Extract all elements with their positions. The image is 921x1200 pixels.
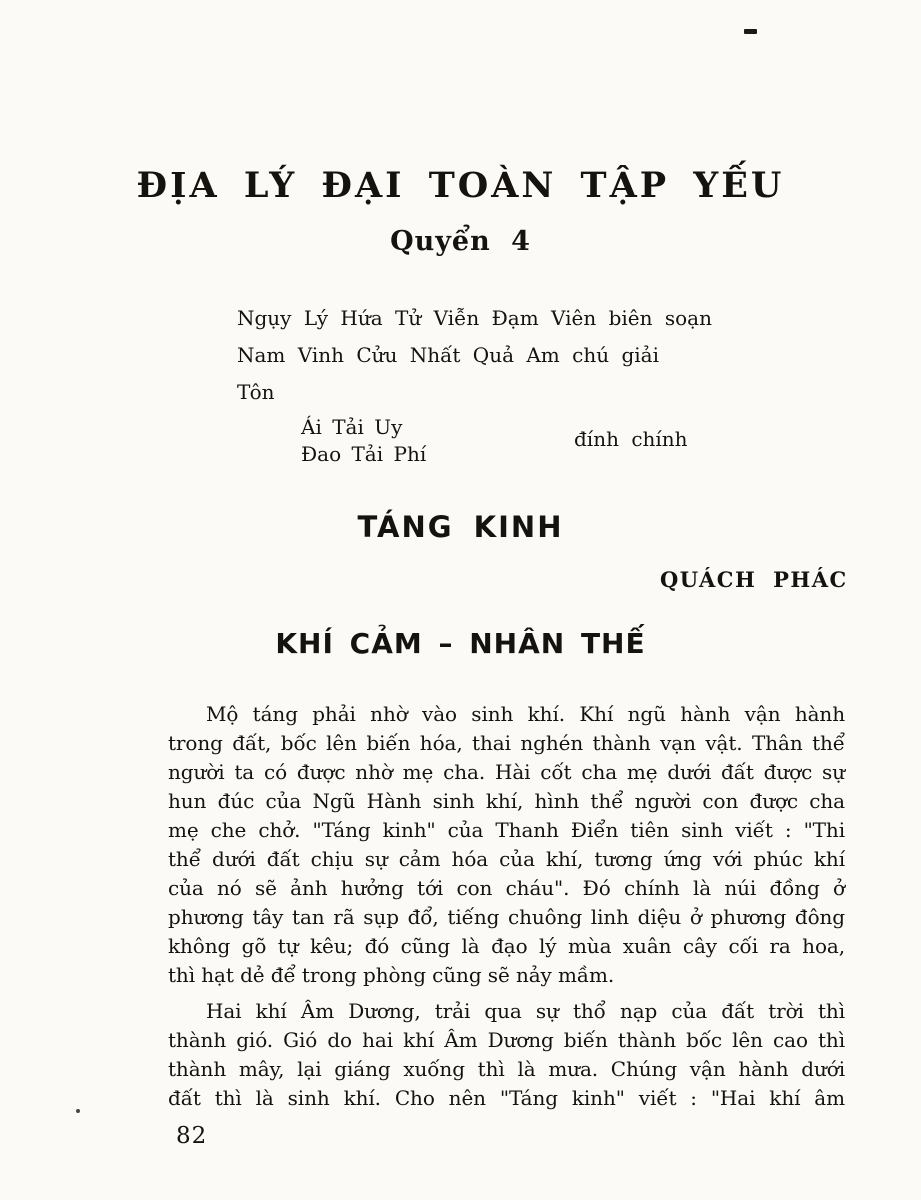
text-line: phương tây tan rã sụp đổ, tiếng chuông linh diệu ở phương đông — [168, 905, 845, 929]
credits-block — [237, 300, 777, 468]
text-line: hun đúc của Ngũ Hành sinh khí, hình thể người con được cha — [168, 789, 845, 813]
page-number: 82 — [176, 1123, 208, 1149]
text-line: Hai khí Âm Dương, trải qua sự thổ nạp của đất trời thì — [206, 999, 845, 1023]
proofreader-names — [301, 414, 777, 468]
text-line: Mộ táng phải nhờ vào sinh khí. Khí ngũ hành vận hành — [206, 702, 845, 726]
proofreader-name: Đao Tải Phí — [301, 442, 427, 466]
body-paragraph-1 — [168, 700, 845, 990]
credits-annotator-line: Nam Vinh Cửu Nhất Quả Am chú giải — [237, 343, 659, 367]
text-line: thành mây, lại giáng xuống thì là mưa. Chúng vận hành dưới — [168, 1057, 845, 1081]
text-line: người ta có được nhờ mẹ cha. Hài cốt cha mẹ dưới đất được sự — [168, 760, 845, 784]
proofreader-role: đính chính — [574, 427, 688, 451]
chapter-title: TÁNG KINH — [357, 510, 564, 544]
book-title: ĐỊA LÝ ĐẠI TOÀN TẬP YẾU — [136, 165, 785, 206]
text-line: không gõ tự kêu; đó cũng là đạo lý mùa xuân cây cối ra hoa, — [168, 934, 845, 958]
text-line: thể dưới đất chịu sự cảm hóa của khí, tương ứng với phúc khí — [168, 847, 845, 871]
body-text — [168, 700, 845, 1113]
volume-label: Quyển 4 — [390, 226, 531, 257]
text-line: thì hạt dẻ để trong phòng cũng sẽ nảy mầm. — [168, 963, 615, 987]
text-line: mẹ che chở. "Táng kinh" của Thanh Điển tiên sinh viết : "Thi — [168, 818, 845, 842]
credits-surname-line: Tôn — [237, 380, 275, 404]
section-subtitle: KHÍ CẢM – NHÂN THẾ — [275, 627, 646, 660]
text-line: trong đất, bốc lên biến hóa, thai nghén thành vạn vật. Thân thể — [168, 731, 845, 755]
scan-mark-dot — [76, 1109, 80, 1113]
chapter-author: QUÁCH PHÁC — [660, 567, 848, 592]
body-paragraph-2 — [168, 997, 845, 1113]
proofreaders-row — [237, 414, 777, 468]
proofreader-name: Ái Tải Uy — [301, 415, 403, 439]
text-line: đất thì là sinh khí. Cho nên "Táng kinh" viết : "Hai khí âm — [168, 1086, 845, 1110]
scan-mark-dash — [744, 29, 757, 34]
text-line: của nó sẽ ảnh hưởng tới con cháu". Đó chính là núi đồng ở — [168, 876, 845, 900]
text-line: thành gió. Gió do hai khí Âm Dương biến thành bốc lên cao thì — [168, 1028, 845, 1052]
credits-compiler-line: Ngụy Lý Hứa Tử Viễn Đạm Viên biên soạn — [237, 306, 712, 330]
